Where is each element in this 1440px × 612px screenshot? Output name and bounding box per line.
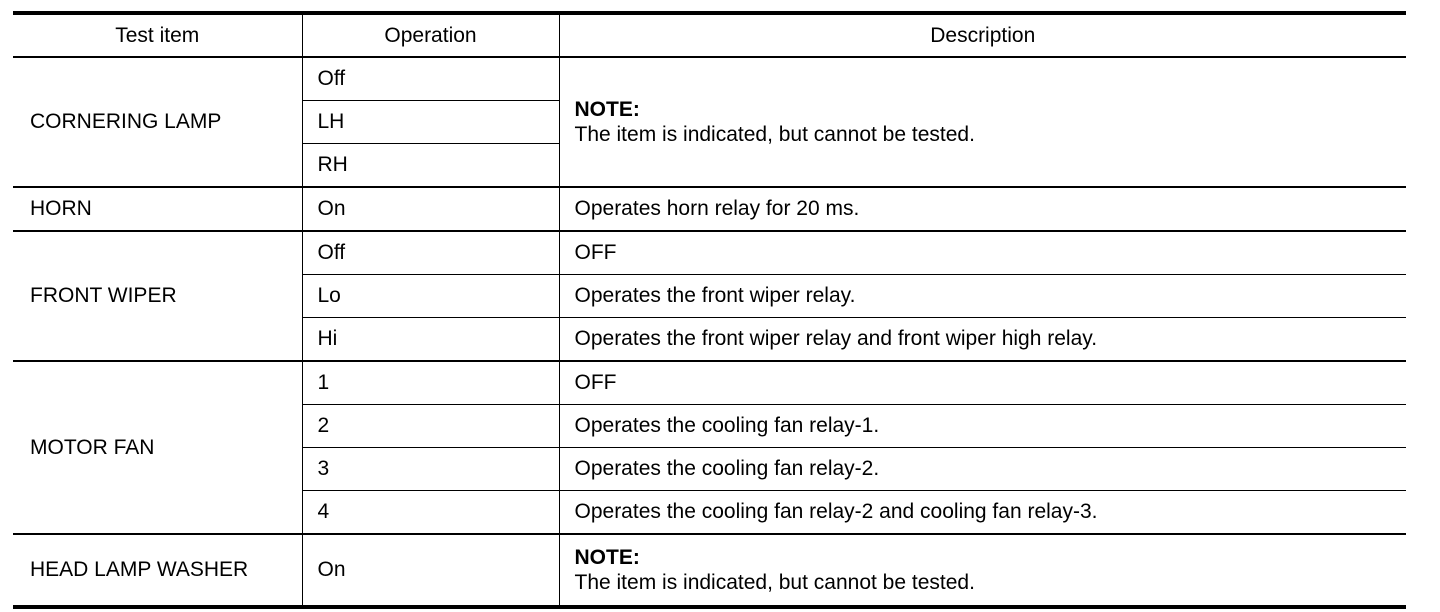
header-description: Description	[559, 13, 1406, 57]
header-test-item: Test item	[13, 13, 302, 57]
operation-cell: 4	[302, 491, 559, 535]
description-cell: Operates the cooling fan relay-2 and cooling fan relay-3.	[559, 491, 1406, 535]
description-cell: Operates the front wiper relay.	[559, 275, 1406, 318]
table-header-row	[13, 13, 1406, 57]
test-item-table-container	[13, 11, 1406, 609]
operation-cell: 1	[302, 361, 559, 405]
operation-cell: Off	[302, 57, 559, 101]
operation-cell: On	[302, 534, 559, 607]
table-row	[13, 57, 1406, 101]
item-head-lamp-washer: HEAD LAMP WASHER	[13, 534, 302, 607]
operation-cell: Hi	[302, 318, 559, 362]
description-cell: Operates the front wiper relay and front wiper high relay.	[559, 318, 1406, 362]
item-cornering-lamp: CORNERING LAMP	[13, 57, 302, 187]
description-cell: Operates the cooling fan relay-1.	[559, 405, 1406, 448]
table-row	[13, 231, 1406, 275]
item-front-wiper: FRONT WIPER	[13, 231, 302, 361]
note-label: NOTE:	[574, 97, 640, 121]
table-row	[13, 361, 1406, 405]
item-motor-fan: MOTOR FAN	[13, 361, 302, 534]
description-cell: OFF	[559, 361, 1406, 405]
operation-cell: Lo	[302, 275, 559, 318]
description-cell: Operates horn relay for 20 ms.	[559, 187, 1406, 231]
description-cell: OFF	[559, 231, 1406, 275]
table-row	[13, 187, 1406, 231]
note-text: The item is indicated, but cannot be tested.	[574, 123, 975, 146]
description-note-cell	[559, 534, 1406, 607]
header-operation: Operation	[302, 13, 559, 57]
description-cell: Operates the cooling fan relay-2.	[559, 448, 1406, 491]
operation-cell: 2	[302, 405, 559, 448]
operation-cell: Off	[302, 231, 559, 275]
operation-cell: 3	[302, 448, 559, 491]
table-row	[13, 534, 1406, 607]
operation-cell: LH	[302, 101, 559, 144]
item-horn: HORN	[13, 187, 302, 231]
operation-cell: RH	[302, 144, 559, 188]
active-test-table	[13, 11, 1406, 609]
note-text: The item is indicated, but cannot be tested.	[574, 571, 975, 594]
note-label: NOTE:	[574, 545, 640, 569]
operation-cell: On	[302, 187, 559, 231]
description-note-cell	[559, 57, 1406, 187]
